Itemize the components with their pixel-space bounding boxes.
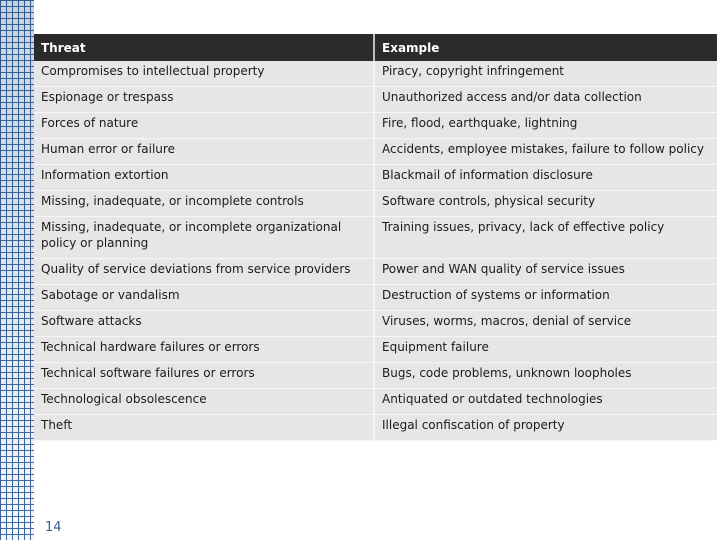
example-cell: Training issues, privacy, lack of effective policy <box>374 217 717 259</box>
table-row <box>34 217 717 259</box>
example-cell: Piracy, copyright infringement <box>374 61 717 87</box>
table-row <box>34 113 717 139</box>
threat-cell: Technical hardware failures or errors <box>34 337 374 363</box>
threat-cell: Missing, inadequate, or incomplete controls <box>34 191 374 217</box>
example-cell: Power and WAN quality of service issues <box>374 259 717 285</box>
header-threat: Threat <box>34 34 374 61</box>
example-cell: Antiquated or outdated technologies <box>374 389 717 415</box>
decorative-side-bar <box>0 0 34 540</box>
table-row <box>34 87 717 113</box>
threat-cell: Forces of nature <box>34 113 374 139</box>
example-cell: Viruses, worms, macros, denial of service <box>374 311 717 337</box>
example-cell: Destruction of systems or information <box>374 285 717 311</box>
header-example: Example <box>374 34 717 61</box>
table-row <box>34 337 717 363</box>
table-row <box>34 285 717 311</box>
example-cell: Software controls, physical security <box>374 191 717 217</box>
threat-table-panel <box>34 34 717 437</box>
table-row <box>34 415 717 441</box>
threat-cell: Information extortion <box>34 165 374 191</box>
threat-cell: Technical software failures or errors <box>34 363 374 389</box>
table-row <box>34 191 717 217</box>
table-header-row <box>34 34 717 61</box>
example-cell: Bugs, code problems, unknown loopholes <box>374 363 717 389</box>
table-row <box>34 165 717 191</box>
table-row <box>34 139 717 165</box>
example-cell: Equipment failure <box>374 337 717 363</box>
table-row <box>34 259 717 285</box>
table-row <box>34 311 717 337</box>
example-cell: Fire, flood, earthquake, lightning <box>374 113 717 139</box>
threat-cell: Technological obsolescence <box>34 389 374 415</box>
threat-cell: Theft <box>34 415 374 441</box>
threat-cell: Sabotage or vandalism <box>34 285 374 311</box>
threat-table <box>34 34 717 441</box>
threat-cell: Software attacks <box>34 311 374 337</box>
table-row <box>34 61 717 87</box>
example-cell: Blackmail of information disclosure <box>374 165 717 191</box>
threat-cell: Missing, inadequate, or incomplete organizational policy or planning <box>34 217 374 259</box>
example-cell: Accidents, employee mistakes, failure to follow policy <box>374 139 717 165</box>
example-cell: Illegal confiscation of property <box>374 415 717 441</box>
threat-cell: Quality of service deviations from service providers <box>34 259 374 285</box>
threat-cell: Compromises to intellectual property <box>34 61 374 87</box>
example-cell: Unauthorized access and/or data collection <box>374 87 717 113</box>
table-row <box>34 389 717 415</box>
table-row <box>34 363 717 389</box>
threat-cell: Espionage or trespass <box>34 87 374 113</box>
page-number: 14 <box>45 520 62 535</box>
threat-cell: Human error or failure <box>34 139 374 165</box>
